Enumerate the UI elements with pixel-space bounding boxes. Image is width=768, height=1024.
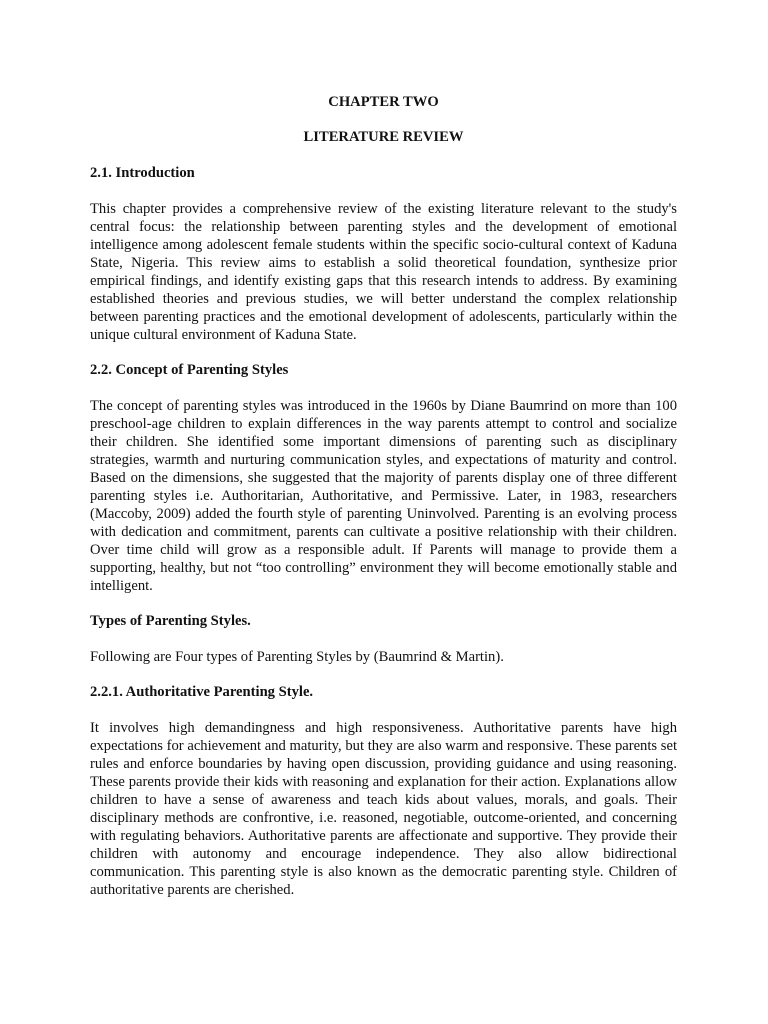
paragraph-types: Following are Four types of Parenting Styles by (Baumrind & Martin). <box>90 649 504 665</box>
page-content <box>90 93 677 916</box>
page-title: LITERATURE REVIEW <box>303 129 464 145</box>
section-heading-authoritative: 2.2.1. Authoritative Parenting Style. <box>90 684 314 700</box>
section-heading-types: Types of Parenting Styles. <box>90 613 251 629</box>
section-heading-concept: 2.2. Concept of Parenting Styles <box>90 362 289 378</box>
section-heading-introduction: 2.1. Introduction <box>90 165 195 181</box>
paragraph-introduction: This chapter provides a comprehensive review of the existing literature relevant to the study's central focus: the relationship between parenting styles and the development of emotional intelligence among adolescent female students within the specific socio-cultural context of Kaduna State, Nigeria. This review aims to establish a solid theoretical foundation, synthesize prior empirical findings, and identify existing gaps that this research intends to address. By examining established theories and previous studies, we will better understand the complex relationship between parenting practices and the emotional development of adolescents, particularly within the unique cultural environment of Kaduna State. <box>90 201 677 343</box>
paragraph-concept: The concept of parenting styles was introduced in the 1960s by Diane Baumrind on more than 100 preschool-age children to explain differences in the way parents attempt to control and socialize their children. She identified some important dimensions of parenting such as disciplinary strategies, warmth and nurturing communication styles, and expectations of maturity and control. Based on the dimensions, she suggested that the majority of parents display one of three different parenting styles i.e. Authoritarian, Authoritative, and Permissive. Later, in 1983, researchers (Maccoby, 2009) added the fourth style of parenting Uninvolved. Parenting is an evolving process with dedication and commitment, parents can cultivate a positive relationship with their children. Over time child will grow as a responsible adult. If Parents will manage to provide them a supporting, healthy, but not “too controlling” environment they will become emotionally stable and intelligent. <box>90 398 677 594</box>
chapter-heading: CHAPTER TWO <box>328 94 439 110</box>
paragraph-authoritative: It involves high demandingness and high responsiveness. Authoritative parents have high expectations for achievement and maturity, but they are also warm and responsive. These parents set rules and enforce boundaries by having open discussion, providing guidance and using reasoning. These parents provide their kids with reasoning and explanation for their action. Explanations allow children to have a sense of awareness and teach kids about values, morals, and goals. Their disciplinary methods are confrontive, i.e. reasoned, negotiable, outcome-oriented, and concerning with regulating behaviors. Authoritative parents are affectionate and supportive. They provide their children with autonomy and encourage independence. They also allow bidirectional communication. This parenting style is also known as the democratic parenting style. Children of authoritative parents are cherished. <box>90 720 677 898</box>
